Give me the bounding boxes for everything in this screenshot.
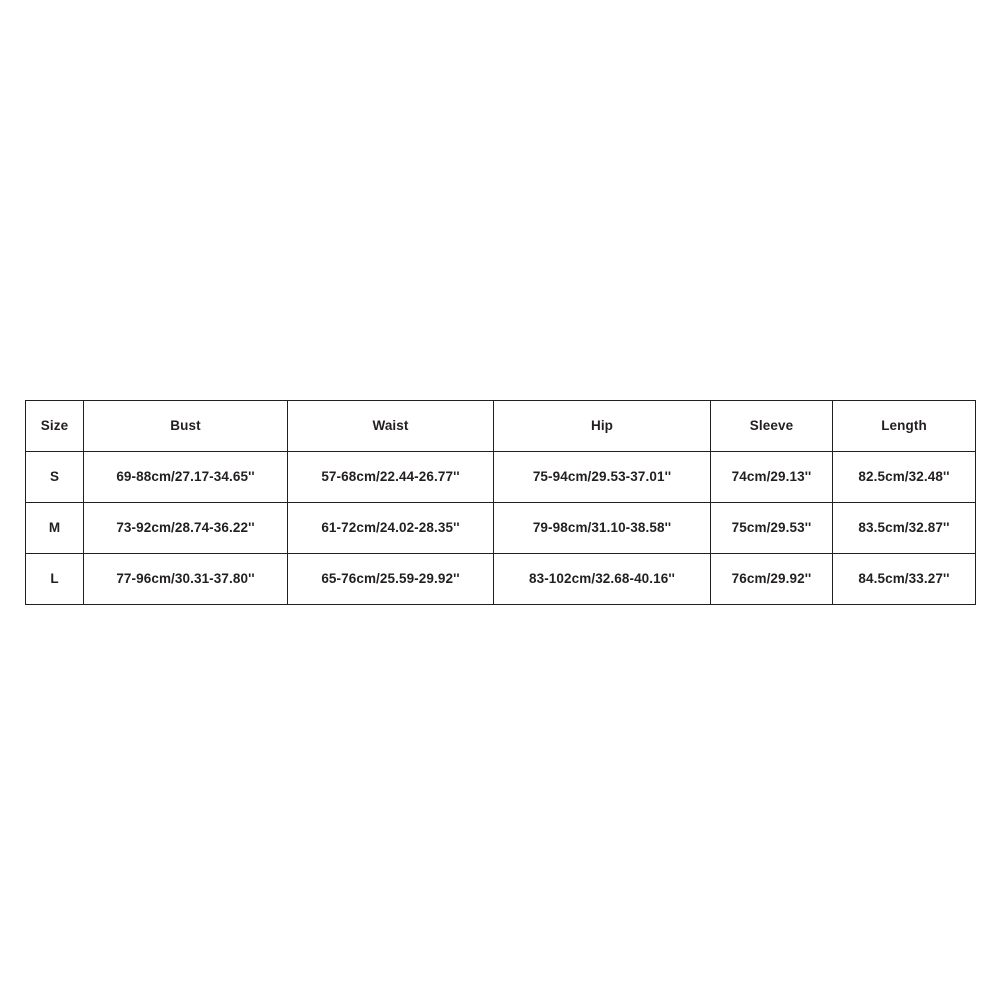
column-header-length: Length	[833, 401, 976, 452]
cell-sleeve: 75cm/29.53''	[711, 503, 833, 554]
cell-hip: 75-94cm/29.53-37.01''	[494, 452, 711, 503]
cell-bust: 77-96cm/30.31-37.80''	[84, 554, 288, 605]
table-row	[26, 554, 976, 605]
table-row	[26, 503, 976, 554]
cell-sleeve: 74cm/29.13''	[711, 452, 833, 503]
column-header-sleeve: Sleeve	[711, 401, 833, 452]
size-chart	[25, 400, 975, 605]
column-header-bust: Bust	[84, 401, 288, 452]
column-header-waist: Waist	[288, 401, 494, 452]
table-header-row	[26, 401, 976, 452]
cell-waist: 65-76cm/25.59-29.92''	[288, 554, 494, 605]
cell-sleeve: 76cm/29.92''	[711, 554, 833, 605]
cell-bust: 69-88cm/27.17-34.65''	[84, 452, 288, 503]
cell-length: 82.5cm/32.48''	[833, 452, 976, 503]
cell-hip: 83-102cm/32.68-40.16''	[494, 554, 711, 605]
cell-waist: 57-68cm/22.44-26.77''	[288, 452, 494, 503]
size-chart-body	[26, 452, 976, 605]
cell-hip: 79-98cm/31.10-38.58''	[494, 503, 711, 554]
cell-bust: 73-92cm/28.74-36.22''	[84, 503, 288, 554]
table-row	[26, 452, 976, 503]
cell-length: 84.5cm/33.27''	[833, 554, 976, 605]
cell-size: L	[26, 554, 84, 605]
cell-size: M	[26, 503, 84, 554]
cell-waist: 61-72cm/24.02-28.35''	[288, 503, 494, 554]
size-chart-header	[26, 401, 976, 452]
cell-length: 83.5cm/32.87''	[833, 503, 976, 554]
cell-size: S	[26, 452, 84, 503]
column-header-hip: Hip	[494, 401, 711, 452]
column-header-size: Size	[26, 401, 84, 452]
size-chart-table	[25, 400, 976, 605]
